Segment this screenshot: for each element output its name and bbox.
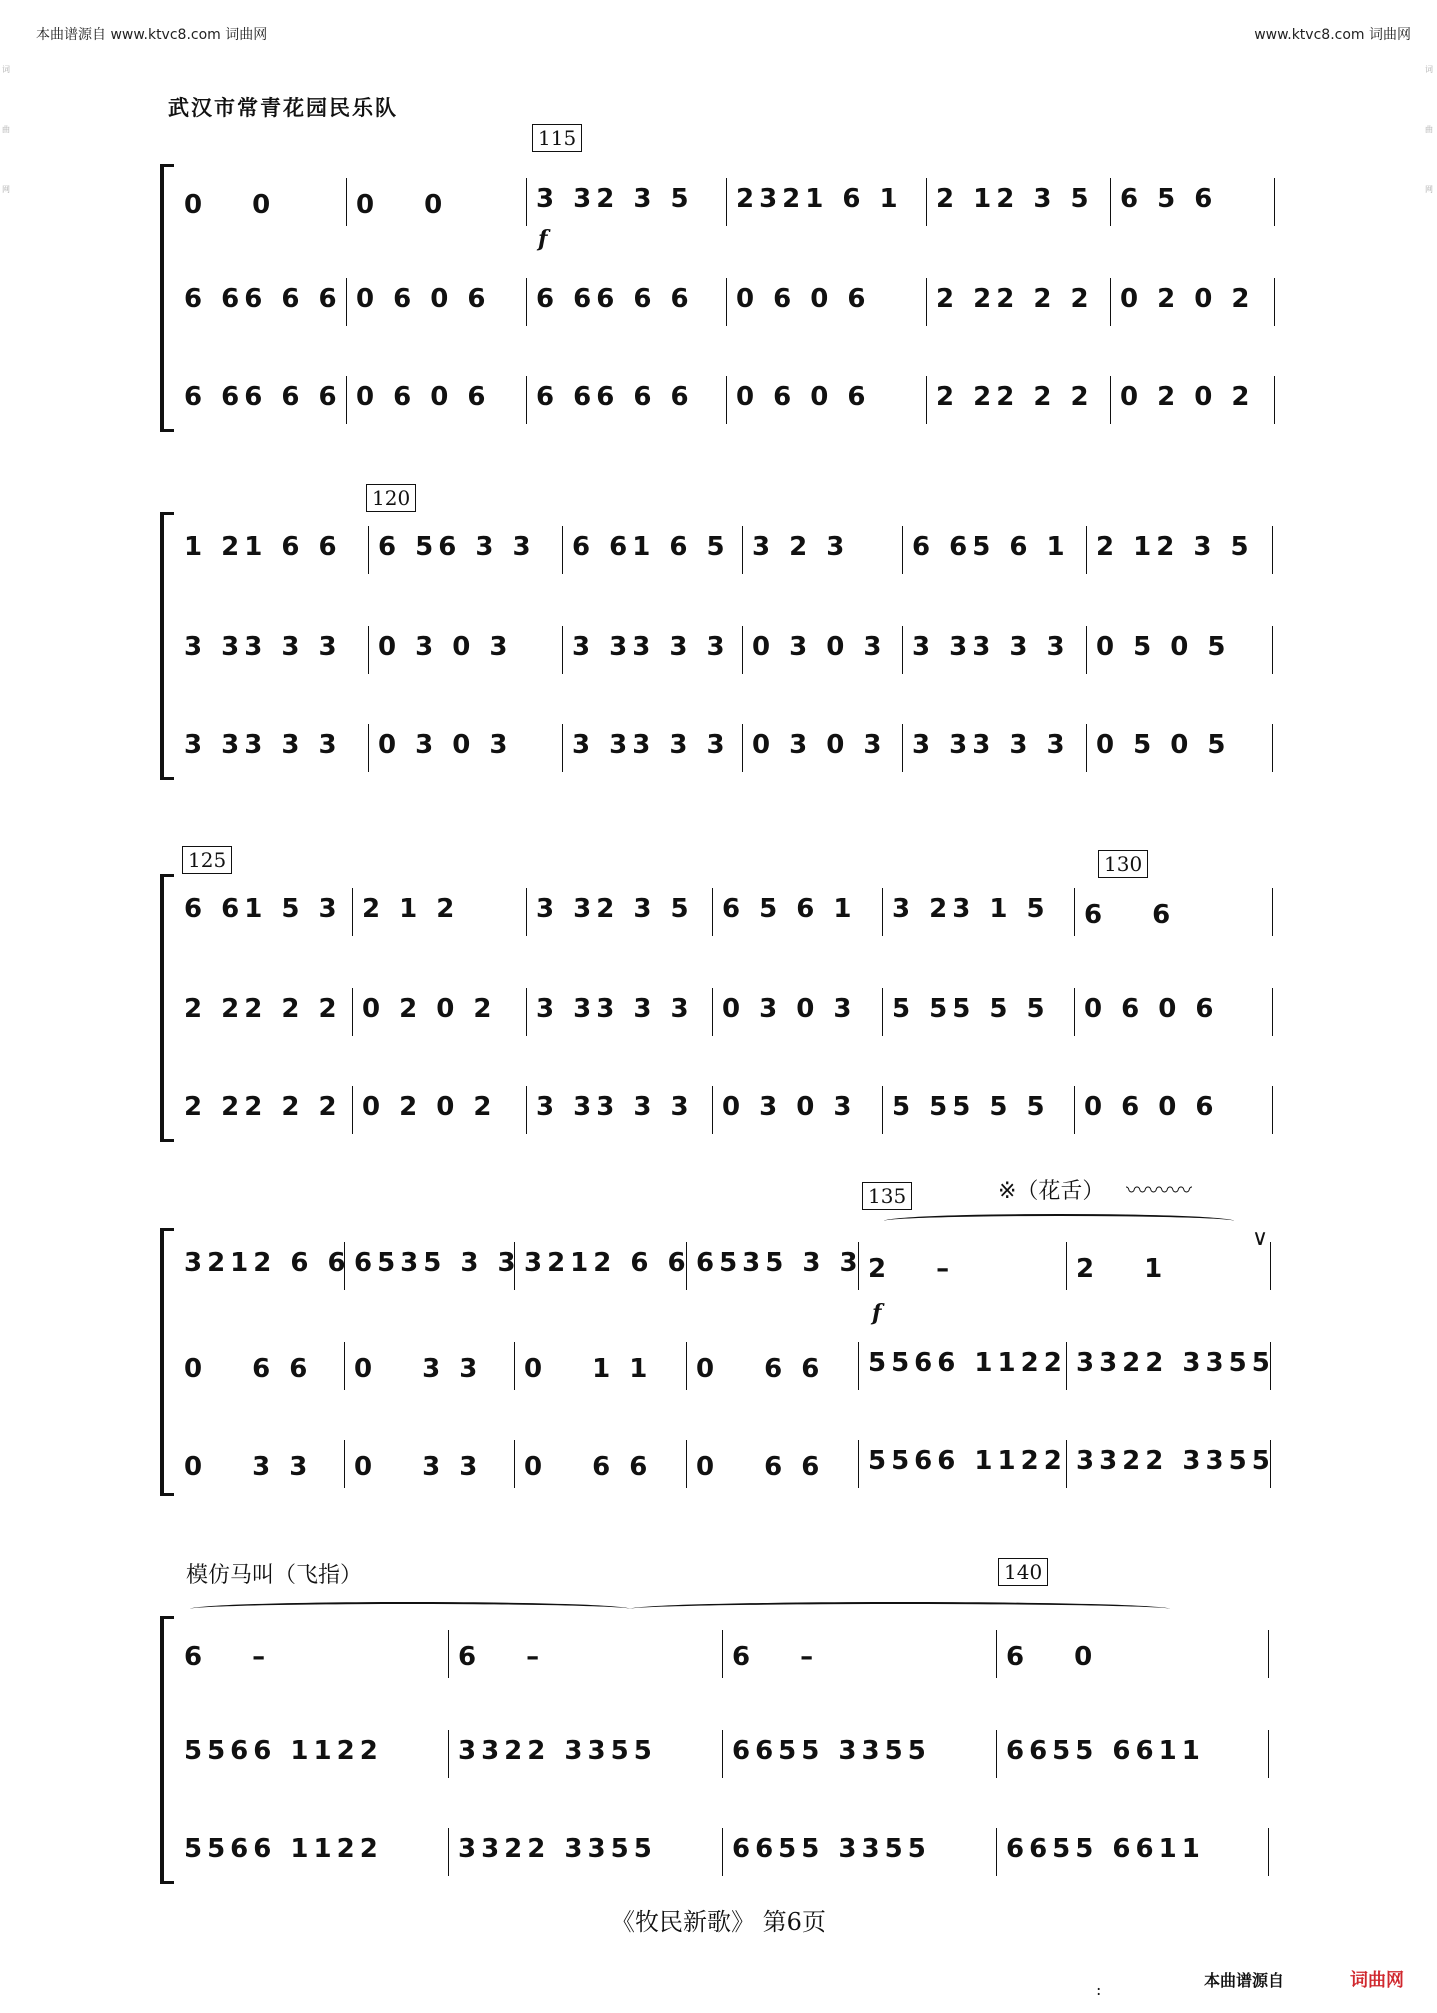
system-bracket xyxy=(160,512,174,780)
measure xyxy=(996,1626,1268,1682)
measure-notes: 0 3 3 xyxy=(354,1354,483,1384)
measure xyxy=(448,1824,722,1880)
side-watermark-right xyxy=(1425,40,1435,2000)
measure xyxy=(346,174,526,230)
measure xyxy=(1074,984,1272,1040)
measure-notes: 0 3 0 3 xyxy=(378,632,513,662)
measure-notes: 2321 6 1 xyxy=(736,184,903,214)
stray-mark: : xyxy=(1096,1980,1102,1999)
measure-notes: 6 61 6 5 xyxy=(572,532,730,562)
measure xyxy=(722,1626,996,1682)
horse-neigh-annotation: 模仿马叫（飞指） xyxy=(186,1563,363,1588)
measure xyxy=(686,1338,858,1394)
system-bracket xyxy=(160,1616,174,1884)
measure xyxy=(712,984,882,1040)
score-system-2 xyxy=(160,486,1272,780)
bottom-source-label: 本曲谱源自 xyxy=(1204,1971,1285,1990)
header-source-right: www.ktvc8.com 词曲网 xyxy=(1254,27,1411,43)
measure-notes: 0 6 0 6 xyxy=(736,382,871,412)
measure-notes: 6535 3 3 xyxy=(354,1248,521,1278)
measure xyxy=(526,174,726,230)
measure-notes: 3322 3355 xyxy=(1076,1446,1275,1476)
measure xyxy=(1110,274,1274,330)
measure-notes: 6 66 6 6 xyxy=(184,382,342,412)
measure xyxy=(712,884,882,940)
measure xyxy=(174,1626,448,1682)
measure-notes: 5566 1122 xyxy=(184,1736,383,1766)
measure-notes: 0 0 xyxy=(356,190,448,220)
measure xyxy=(174,1082,352,1138)
measure xyxy=(174,720,368,776)
measure xyxy=(712,1082,882,1138)
measure-notes: 0 1 1 xyxy=(524,1354,653,1384)
measure-notes: 3322 3355 xyxy=(1076,1348,1275,1378)
measure-notes: 0 3 3 xyxy=(354,1452,483,1482)
staff-3 xyxy=(174,1436,1275,1492)
measure-number: 120 xyxy=(366,484,416,512)
measure xyxy=(174,522,368,578)
barline xyxy=(1274,376,1275,424)
score-system-3 xyxy=(160,848,1272,1142)
measure xyxy=(562,720,742,776)
measure-notes: 0 2 0 2 xyxy=(362,994,497,1024)
barline xyxy=(1272,888,1273,936)
staff-3 xyxy=(174,372,1272,428)
measure-notes: 0 5 0 5 xyxy=(1096,730,1231,760)
measure xyxy=(742,622,902,678)
score-system-4 xyxy=(160,1179,1275,1496)
measure xyxy=(174,622,368,678)
measure-notes: 2 22 2 2 xyxy=(184,1092,342,1122)
measure-notes: 5 55 5 5 xyxy=(892,1092,1050,1122)
measure xyxy=(996,1824,1268,1880)
measure-notes: 0 3 0 3 xyxy=(722,994,857,1024)
measure xyxy=(742,720,902,776)
measure-notes: 3322 3355 xyxy=(458,1834,657,1864)
wavy-line: 〰〰〰 xyxy=(1126,1179,1193,1204)
measure xyxy=(448,1726,722,1782)
measure xyxy=(448,1626,722,1682)
staff-2 xyxy=(174,622,1272,678)
measure xyxy=(174,1238,351,1294)
measure xyxy=(344,1338,514,1394)
measure xyxy=(352,1082,526,1138)
measure xyxy=(562,522,742,578)
measure xyxy=(1066,1238,1270,1294)
side-watermark-text: 词曲网 xyxy=(1425,65,1433,194)
measure-notes: 6 61 5 3 xyxy=(184,894,342,924)
measure xyxy=(1110,372,1274,428)
measure xyxy=(722,1824,996,1880)
measure-notes: 0 0 xyxy=(184,190,276,220)
measure-notes: 2 12 3 5 xyxy=(936,184,1094,214)
measure-notes: 3 23 1 5 xyxy=(892,894,1050,924)
barline xyxy=(1274,178,1275,226)
staff-1 xyxy=(174,1626,1272,1682)
measure-notes: 3 33 3 3 xyxy=(184,730,342,760)
measure-notes: 1 21 6 6 xyxy=(184,532,342,562)
measure xyxy=(1086,522,1272,578)
staff-1 xyxy=(174,522,1272,578)
measure-notes: 6 65 6 1 xyxy=(912,532,1070,562)
measure-notes: 6 6 xyxy=(1084,900,1176,930)
dynamic-forte: f xyxy=(872,1300,882,1326)
measure-notes: 6 0 xyxy=(1006,1642,1098,1672)
measure-notes: 5566 1122 xyxy=(184,1834,383,1864)
measure-notes: 0 6 6 xyxy=(524,1452,653,1482)
measure xyxy=(174,274,346,330)
score-system-1 xyxy=(160,126,1272,432)
measure-notes: 3 33 3 3 xyxy=(536,994,694,1024)
measure xyxy=(926,174,1110,230)
measure-notes: 3212 6 6 xyxy=(524,1248,691,1278)
system-bracket xyxy=(160,1228,174,1496)
barline xyxy=(1272,1086,1273,1134)
measure-number: 125 xyxy=(182,846,232,874)
measure xyxy=(174,1436,344,1492)
measure-notes: 6 – xyxy=(732,1642,819,1672)
measure xyxy=(1066,1338,1275,1394)
measure xyxy=(368,622,562,678)
measure xyxy=(686,1436,858,1492)
measure xyxy=(352,884,526,940)
measure-notes: 0 6 6 xyxy=(184,1354,313,1384)
measure-number: 135 xyxy=(862,1182,912,1210)
measure-notes: 0 2 0 2 xyxy=(1120,382,1255,412)
measure xyxy=(926,274,1110,330)
measure-notes: 3 33 3 3 xyxy=(912,632,1070,662)
page-footer: 《牧民新歌》 第6页 xyxy=(611,1908,826,1936)
tie-slur xyxy=(630,1602,1170,1616)
measure xyxy=(526,372,726,428)
measure-notes: 3 33 3 3 xyxy=(572,632,730,662)
measure-notes: 6 5 6 xyxy=(1120,184,1218,214)
barline xyxy=(1268,1630,1269,1678)
staff-2 xyxy=(174,984,1272,1040)
barline xyxy=(1274,278,1275,326)
measure xyxy=(174,372,346,428)
measure-notes: 2 1 xyxy=(1076,1254,1168,1284)
measure-notes: 6 – xyxy=(184,1642,271,1672)
measure-number: 115 xyxy=(532,124,582,152)
measure-notes: 2 22 2 2 xyxy=(936,284,1094,314)
measure xyxy=(1110,174,1274,230)
measure xyxy=(562,622,742,678)
staff-3 xyxy=(174,720,1272,776)
measure-notes: 0 3 0 3 xyxy=(752,632,887,662)
measure xyxy=(1074,1082,1272,1138)
measure xyxy=(174,984,352,1040)
measure-notes: 3 32 3 5 xyxy=(536,894,694,924)
measure xyxy=(514,1238,691,1294)
barline xyxy=(1270,1342,1271,1390)
measure xyxy=(742,522,902,578)
staff-1 xyxy=(174,174,1272,230)
measure xyxy=(526,1082,712,1138)
measure xyxy=(514,1436,686,1492)
staff-2 xyxy=(174,1338,1275,1394)
measure-notes: 3322 3355 xyxy=(458,1736,657,1766)
measure xyxy=(1066,1436,1275,1492)
measure-notes: 2 12 3 5 xyxy=(1096,532,1254,562)
measure xyxy=(526,274,726,330)
measure xyxy=(368,522,562,578)
measure-notes: 6655 6611 xyxy=(1006,1834,1205,1864)
measure xyxy=(174,174,346,230)
barline xyxy=(1272,626,1273,674)
breath-mark: ∨ xyxy=(1252,1226,1269,1251)
measure-notes: 6 66 6 6 xyxy=(536,382,694,412)
measure xyxy=(368,720,562,776)
measure-notes: 0 6 0 6 xyxy=(1084,994,1219,1024)
measure-number: 140 xyxy=(998,1558,1048,1586)
measure xyxy=(526,984,712,1040)
measure xyxy=(352,984,526,1040)
flutter-tongue-annotation: ※（花舌） xyxy=(998,1179,1105,1204)
measure-notes: 6 56 3 3 xyxy=(378,532,536,562)
measure xyxy=(726,174,926,230)
measure xyxy=(514,1338,686,1394)
measure xyxy=(1086,720,1272,776)
measure-notes: 0 2 0 2 xyxy=(1120,284,1255,314)
tie-slur xyxy=(190,1602,630,1616)
barline xyxy=(1268,1828,1269,1876)
measure xyxy=(722,1726,996,1782)
measure-notes: 0 3 0 3 xyxy=(378,730,513,760)
barline xyxy=(1272,724,1273,772)
measure-notes: 3 32 3 5 xyxy=(536,184,694,214)
measure-notes: 0 6 0 6 xyxy=(356,284,491,314)
staff-2 xyxy=(174,1726,1272,1782)
measure-notes: 0 3 3 xyxy=(184,1452,313,1482)
measure xyxy=(174,1726,448,1782)
system-bracket xyxy=(160,164,174,432)
measure xyxy=(1086,622,1272,678)
measure xyxy=(526,884,712,940)
measure-notes: 0 6 0 6 xyxy=(736,284,871,314)
system-bracket xyxy=(160,874,174,1142)
measure-notes: 0 3 0 3 xyxy=(722,1092,857,1122)
barline xyxy=(1272,526,1273,574)
measure-notes: 3212 6 6 xyxy=(184,1248,351,1278)
measure-notes: 0 5 0 5 xyxy=(1096,632,1231,662)
measure-notes: 0 6 6 xyxy=(696,1452,825,1482)
header-source-left: 本曲谱源自 www.ktvc8.com 词曲网 xyxy=(36,27,268,43)
measure-notes: 5566 1122 xyxy=(868,1348,1067,1378)
measure-notes: 0 6 0 6 xyxy=(1084,1092,1219,1122)
barline xyxy=(1272,988,1273,1036)
measure xyxy=(882,1082,1074,1138)
side-watermark-text: 词曲网 xyxy=(2,65,10,194)
staff-3 xyxy=(174,1824,1272,1880)
measure-number: 130 xyxy=(1098,850,1148,878)
measure xyxy=(726,372,926,428)
staff-3 xyxy=(174,1082,1272,1138)
measure-notes: 6535 3 3 xyxy=(696,1248,863,1278)
measure xyxy=(344,1436,514,1492)
measure-notes: 5 55 5 5 xyxy=(892,994,1050,1024)
measure xyxy=(1074,884,1272,940)
measure-notes: 6 66 6 6 xyxy=(536,284,694,314)
barline xyxy=(1268,1730,1269,1778)
measure xyxy=(346,372,526,428)
measure-notes: 6 66 6 6 xyxy=(184,284,342,314)
measure xyxy=(996,1726,1268,1782)
measure-notes: 3 33 3 3 xyxy=(912,730,1070,760)
phrase-slur xyxy=(884,1214,1234,1228)
measure-notes: 2 1 2 xyxy=(362,894,460,924)
measure xyxy=(346,274,526,330)
measure-notes: 3 33 3 3 xyxy=(184,632,342,662)
side-watermark-left xyxy=(2,40,12,2000)
staff-1 xyxy=(174,884,1272,940)
site-logo[interactable]: 词曲网 xyxy=(1350,1970,1404,1991)
measure-notes: 3 2 3 xyxy=(752,532,850,562)
measure-notes: 6655 6611 xyxy=(1006,1736,1205,1766)
staff-2 xyxy=(174,274,1272,330)
measure xyxy=(686,1238,863,1294)
measure-notes: 2 22 2 2 xyxy=(936,382,1094,412)
measure-notes: 6 – xyxy=(458,1642,545,1672)
measure xyxy=(174,1824,448,1880)
measure-notes: 0 6 6 xyxy=(696,1354,825,1384)
measure-notes: 0 2 0 2 xyxy=(362,1092,497,1122)
measure xyxy=(882,884,1074,940)
barline xyxy=(1270,1242,1271,1290)
measure xyxy=(902,622,1086,678)
measure xyxy=(882,984,1074,1040)
measure xyxy=(726,274,926,330)
measure xyxy=(174,1338,344,1394)
measure xyxy=(926,372,1110,428)
measure xyxy=(902,522,1086,578)
barline xyxy=(1270,1440,1271,1488)
measure xyxy=(858,1436,1066,1492)
measure-notes: 6655 3355 xyxy=(732,1736,931,1766)
staff-1 xyxy=(174,1238,1272,1294)
measure xyxy=(858,1338,1066,1394)
measure-notes: 2 – xyxy=(868,1254,955,1284)
dynamic-forte: f xyxy=(538,226,548,252)
measure-notes: 6 5 6 1 xyxy=(722,894,857,924)
measure xyxy=(344,1238,521,1294)
measure xyxy=(902,720,1086,776)
ensemble-name: 武汉市常青花园民乐队 xyxy=(168,96,398,120)
measure xyxy=(858,1238,1066,1294)
measure-notes: 3 33 3 3 xyxy=(572,730,730,760)
measure-notes: 0 6 0 6 xyxy=(356,382,491,412)
measure-notes: 5566 1122 xyxy=(868,1446,1067,1476)
measure xyxy=(174,884,352,940)
measure-notes: 2 22 2 2 xyxy=(184,994,342,1024)
measure-notes: 6655 3355 xyxy=(732,1834,931,1864)
measure-notes: 3 33 3 3 xyxy=(536,1092,694,1122)
measure-notes: 0 3 0 3 xyxy=(752,730,887,760)
